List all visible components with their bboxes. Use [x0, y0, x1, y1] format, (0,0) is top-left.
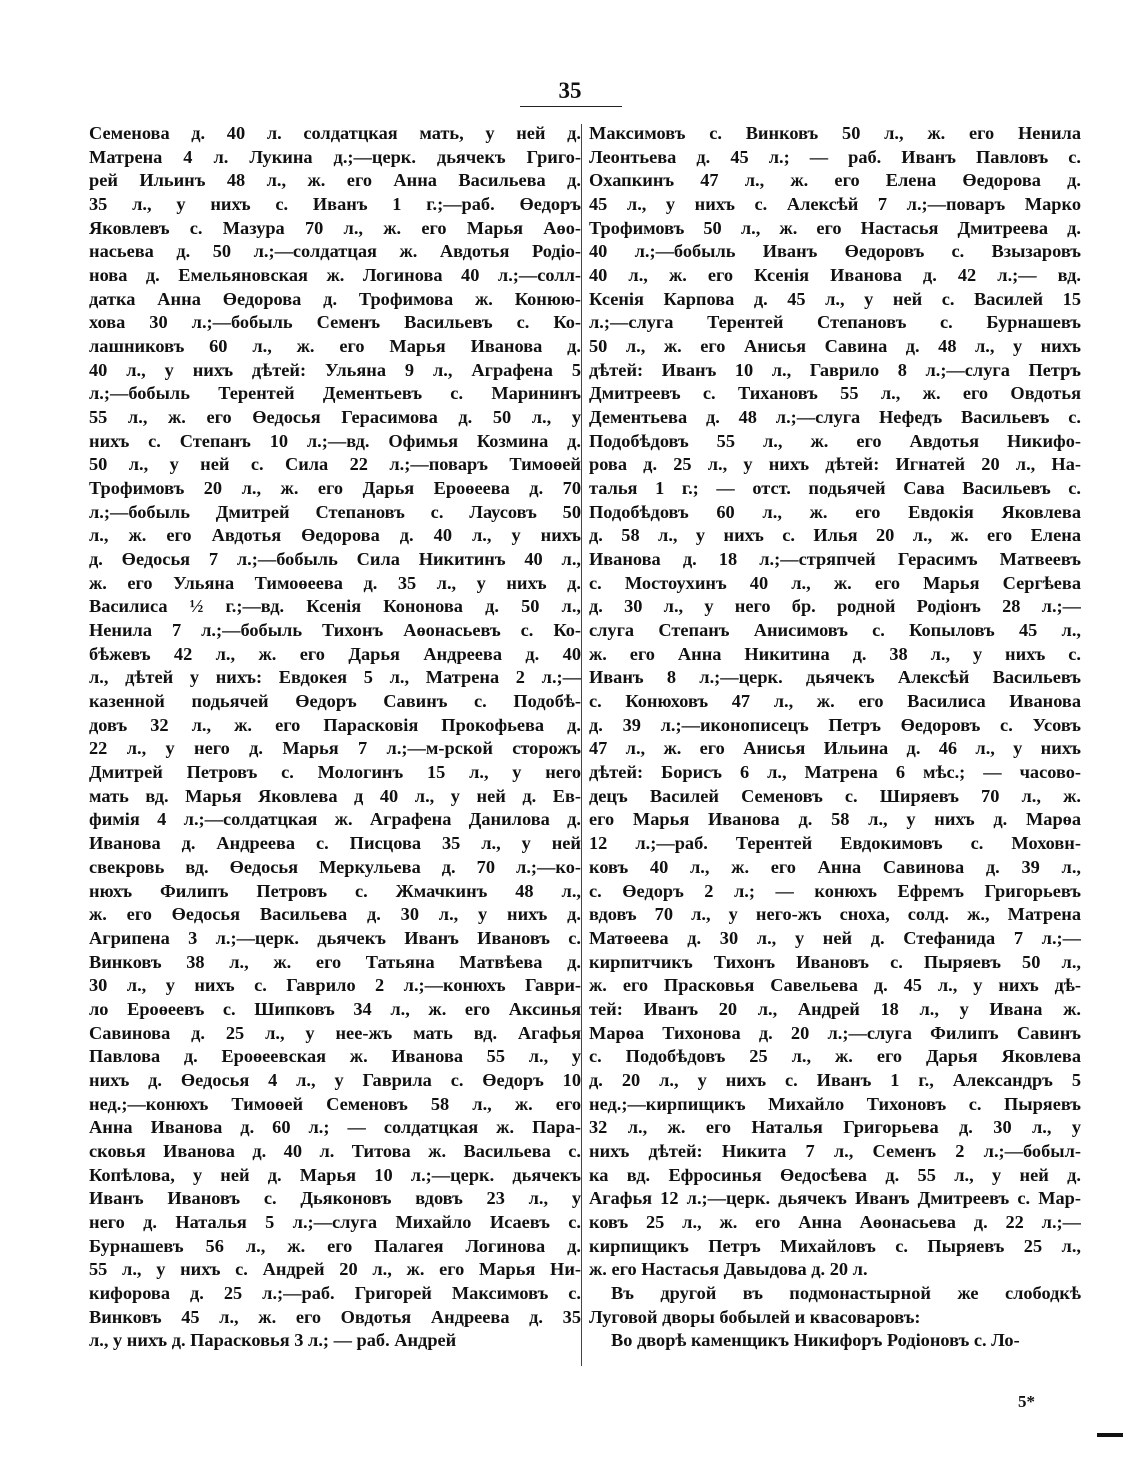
text-line: сковья Иванова д. 40 л. Титова ж. Васильева с.	[89, 1140, 581, 1161]
text-line: Трофимовъ 20 л., ж. его Дарья Ероөеева д. 70	[89, 478, 581, 499]
text-line: ж. его Өедосья Васильева д. 30 л., у нихъ д.	[89, 904, 581, 925]
text-line: хова 30 л.;—бобыль Семенъ Васильевъ с. Ко-	[89, 312, 581, 333]
text-line: Ксенія Карпова д. 45 л., у ней с. Василей 15	[589, 288, 1081, 309]
text-line: него д. Наталья 5 л.;—слуга Михайло Исаевъ с.	[89, 1211, 581, 1232]
text-line: ковъ 25 л., ж. его Анна Аөонасьева д. 22 л.;—	[589, 1211, 1081, 1232]
text-line: д. Өедосья 7 л.;—бобыль Сила Никитинъ 40 л.,	[89, 549, 581, 570]
text-line: дѣтей: Борисъ 6 л., Матрена 6 мѣс.; — часово-	[589, 762, 1081, 783]
text-line: Подобѣдовъ 55 л., ж. его Авдотья Никифо-	[589, 430, 1081, 451]
text-line: рова д. 25 л., у нихъ дѣтей: Игнатей 20 л., На-	[589, 454, 1081, 475]
left-column	[89, 122, 581, 1353]
text-line: д. 58 л., у нихъ с. Илья 20 л., ж. его Елена	[589, 525, 1081, 546]
text-line: нихъ д. Өедосья 4 л., у Гаврила с. Өедоръ 10	[89, 1069, 581, 1090]
text-line: ж. его Настасья Давыдова д. 20 л.	[589, 1259, 868, 1280]
text-line: ж. его Ульяна Тимоөеева д. 35 л., у нихъ д.	[89, 572, 581, 593]
text-line: Максимовъ с. Винковъ 50 л., ж. его Ненила	[589, 123, 1081, 143]
text-line: нихъ дѣтей: Никита 7 л., Семенъ 2 л.;—бобыл-	[589, 1140, 1081, 1161]
text-line: д. 39 л.;—иконописецъ Петръ Өедоровъ с. Усовъ	[589, 714, 1081, 735]
text-line: Дементьева д. 48 л.;—слуга Нефедъ Васильевъ с.	[589, 407, 1081, 428]
text-line: Савинова д. 25 л., у нее-жъ мать вд. Агафья	[89, 1022, 581, 1043]
text-line: Марөа Тихонова д. 20 л.;—слуга Филипъ Савинъ	[589, 1022, 1081, 1043]
text-line: л., у нихъ д. Парасковья 3 л.; — раб. Андрей	[89, 1330, 457, 1351]
text-line: с. Мостоухинъ 40 л., ж. его Марья Сергѣева	[589, 572, 1081, 593]
text-line: 50 л., ж. его Анисья Савина д. 48 л., у нихъ	[589, 336, 1081, 357]
text-line: д. 20 л., у нихъ с. Иванъ 1 г., Александръ 5	[589, 1069, 1081, 1090]
text-line: Дмитреевъ с. Тихановъ 55 л., ж. его Овдотья	[589, 383, 1081, 404]
text-line: Агафья 12 л.;—церк. дьячекъ Иванъ Дмитреевъ с. Мар-	[589, 1188, 1081, 1209]
text-line: 12 л.;—раб. Терентей Евдокимовъ с. Моховн-	[589, 833, 1081, 854]
text-line: лашниковъ 60 л., ж. его Марья Иванова д.	[89, 336, 581, 357]
signature-mark: 5*	[1018, 1392, 1035, 1411]
text-line: Иванова д. 18 л.;—стряпчей Герасимъ Матвеевъ	[589, 549, 1081, 570]
text-line: 50 л., у ней с. Сила 22 л.;—поваръ Тимоөей	[89, 454, 581, 475]
column-divider	[581, 124, 582, 1366]
text-line: Агрипена 3 л.;—церк. дьячекъ Иванъ Ивановъ с.	[89, 927, 581, 948]
text-line: Охапкинъ 47 л., ж. его Елена Өедорова д.	[589, 170, 1081, 191]
text-line: 45 л., у нихъ с. Алексѣй 7 л.;—поваръ Марко	[589, 194, 1081, 215]
text-line: л.;—слуга Терентей Степановъ с. Бурнашевъ	[589, 312, 1081, 333]
text-line: 30 л., у нихъ с. Гаврило 2 л.;—конюхъ Гаври-	[89, 975, 581, 996]
text-line: Подобѣдовъ 60 л., ж. его Евдокія Яковлева	[589, 501, 1081, 522]
text-line: Павлова д. Ероөеевская ж. Иванова 55 л., у	[89, 1046, 581, 1067]
text-line: ка вд. Ефросинья Өедосѣева д. 55 л., у ней д.	[589, 1164, 1081, 1185]
text-line: кирпищикъ Петръ Михайловъ с. Пыряевъ 25 л.,	[589, 1235, 1081, 1256]
text-line: мать вд. Марья Яковлева д 40 л., у ней д. Ев-	[89, 785, 581, 806]
text-line: нед.;—конюхъ Тимоөей Семеновъ 58 л., ж. его	[89, 1093, 581, 1114]
text-line: ж. его Анна Никитина д. 38 л., у нихъ с.	[589, 643, 1081, 664]
text-line: нюхъ Филипъ Петровъ с. Жмачкинъ 48 л.,	[89, 880, 581, 901]
text-line: 32 л., ж. его Наталья Григорьева д. 30 л., у	[589, 1117, 1081, 1138]
text-line: казенной подьячей Өедоръ Савинъ с. Подобѣ-	[89, 691, 581, 712]
edge-mark	[1097, 1433, 1123, 1437]
text-line: с. Өедоръ 2 л.; — конюхъ Ефремъ Григорьевъ	[589, 880, 1081, 901]
text-line: Иванъ Ивановъ с. Дьяконовъ вдовъ 23 л., у	[89, 1188, 581, 1209]
right-column	[589, 122, 1081, 1353]
text-line: с. Подобѣдовъ 25 л., ж. его Дарья Яковлева	[589, 1046, 1081, 1067]
text-line: Анна Иванова д. 60 л.; — солдатцкая ж. Пара-	[89, 1117, 581, 1138]
text-line: бѣжевъ 42 л., ж. его Дарья Андреева д. 40	[89, 643, 581, 664]
text-line: л.;—бобыль Дмитрей Степановъ с. Лаусовъ 50	[89, 501, 581, 522]
text-line: ло Ероөеевъ с. Шипковъ 34 л., ж. его Аксинья	[89, 998, 581, 1019]
text-line: нед.;—кирпищикъ Михайло Тихоновъ с. Пыряевъ	[589, 1093, 1081, 1114]
text-line: довъ 32 л., ж. его Парасковія Прокофьева д.	[89, 714, 581, 735]
text-line: Винковъ 38 л., ж. его Татьяна Матвѣева д.	[89, 951, 581, 972]
text-line: кирпитчикъ Тихонъ Ивановъ с. Пыряевъ 50 л.,	[589, 951, 1081, 972]
text-line: 47 л., ж. его Анисья Ильина д. 46 л., у нихъ	[589, 738, 1081, 759]
text-line: Иванъ 8 л.;—церк. дьячекъ Алексѣй Васильевъ	[589, 667, 1081, 688]
text-line: Ненила 7 л.;—бобыль Тихонъ Аөонасьевъ с. Ко-	[89, 620, 581, 641]
text-line: Матрена 4 л. Лукина д.;—церк. дьячекъ Григо-	[89, 146, 581, 167]
text-line: его Марья Иванова д. 58 л., у нихъ д. Марөа	[589, 809, 1081, 830]
page-number: 35	[558, 78, 582, 103]
text-line: Леонтьева д. 45 л.; — раб. Иванъ Павловъ с.	[589, 146, 1081, 167]
text-line: 22 л., у него д. Марья 7 л.;—м-рской сторожъ	[89, 738, 581, 759]
text-line: Во дворѣ каменщикъ Никифоръ Родіоновъ с. Ло-	[611, 1330, 1020, 1351]
text-line: Иванова д. Андреева с. Писцова 35 л., у ней	[89, 833, 581, 854]
text-line: Трофимовъ 50 л., ж. его Настасья Дмитреева д.	[589, 217, 1081, 238]
text-line: свекровь вд. Өедосья Меркульева д. 70 л.;—ко-	[89, 856, 581, 877]
text-line: рей Ильинъ 48 л., ж. его Анна Васильева д.	[89, 170, 581, 191]
text-line: л., ж. его Авдотья Өедорова д. 40 л., у нихъ	[89, 525, 581, 546]
text-line: Яковлевъ с. Мазура 70 л., ж. его Марья Аөо-	[89, 217, 581, 238]
text-line: Луговой дворы бобылей и квасоваровъ:	[589, 1306, 921, 1327]
text-line: Семенова д. 40 л. солдатцкая мать, у ней д.	[89, 123, 581, 143]
text-line: дѣтей: Иванъ 10 л., Гаврило 8 л.;—слуга Петръ	[589, 359, 1081, 380]
text-line: Дмитрей Петровъ с. Мологинъ 15 л., у него	[89, 762, 581, 783]
text-line: Василиса ½ г.;—вд. Ксенія Кононова д. 50 л.,	[89, 596, 581, 617]
text-line: ж. его Прасковья Савельева д. 45 л., у нихъ дѣ-	[589, 975, 1081, 996]
text-line: слуга Степанъ Анисимовъ с. Копыловъ 45 л.,	[589, 620, 1081, 641]
text-line: Бурнашевъ 56 л., ж. его Палагея Логинова д.	[89, 1235, 581, 1256]
text-line: Копѣлова, у ней д. Марья 10 л.;—церк. дьячекъ	[89, 1164, 581, 1185]
text-line: фимія 4 л.;—солдатцкая ж. Аграфена Данилова д.	[89, 809, 581, 830]
text-line: насьева д. 50 л.;—солдатцая ж. Авдотья Родіо-	[89, 241, 581, 262]
text-line: 55 л., у нихъ с. Андрей 20 л., ж. его Марья Ни-	[89, 1259, 581, 1280]
text-line: д. 30 л., у него бр. родной Родіонъ 28 л.;—	[589, 596, 1081, 617]
text-line: 40 л., ж. его Ксенія Иванова д. 42 л.;— вд.	[589, 265, 1081, 286]
text-line: л.;—бобыль Терентей Дементьевъ с. Марининъ	[89, 383, 581, 404]
text-line: Въ другой въ подмонастырной же слободкѣ	[611, 1282, 1081, 1303]
text-line: 40 л.;—бобыль Иванъ Өедоровъ с. Взызаровъ	[589, 241, 1081, 262]
text-line: л., дѣтей у нихъ: Евдокея 5 л., Матрена 2 л.;—	[89, 667, 581, 688]
text-line: нихъ с. Степанъ 10 л.;—вд. Офимья Козмина д.	[89, 430, 581, 451]
header-rule	[520, 106, 622, 107]
text-line: 35 л., у нихъ с. Иванъ 1 г.;—раб. Өедоръ	[89, 194, 581, 215]
text-line: вдовъ 70 л., у него-жъ сноха, солд. ж., Матрена	[589, 904, 1081, 925]
text-line: нова д. Емельяновская ж. Логинова 40 л.;—солл-	[89, 265, 581, 286]
text-line: Винковъ 45 л., ж. его Овдотья Андреева д. 35	[89, 1306, 581, 1327]
text-line: децъ Василей Семеновъ с. Ширяевъ 70 л., ж.	[589, 785, 1081, 806]
text-line: 55 л., ж. его Өедосья Герасимова д. 50 л., у	[89, 407, 581, 428]
text-line: датка Анна Өедорова д. Трофимова ж. Конюю-	[89, 288, 581, 309]
text-line: 40 л., у нихъ дѣтей: Ульяна 9 л., Аграфена 5	[89, 359, 581, 380]
text-line: с. Конюховъ 47 л., ж. его Василиса Иванова	[589, 691, 1081, 712]
text-line: талья 1 г.; — отст. подьячей Сава Васильевъ с.	[589, 478, 1081, 499]
text-line: кифорова д. 25 л.;—раб. Григорей Максимовъ с.	[89, 1282, 581, 1303]
text-line: тей: Иванъ 20 л., Андрей 18 л., у Ивана ж.	[589, 998, 1081, 1019]
text-line: ковъ 40 л., ж. его Анна Савинова д. 39 л.,	[589, 856, 1081, 877]
text-line: Матөеева д. 30 л., у ней д. Стефанида 7 л.;—	[589, 927, 1081, 948]
